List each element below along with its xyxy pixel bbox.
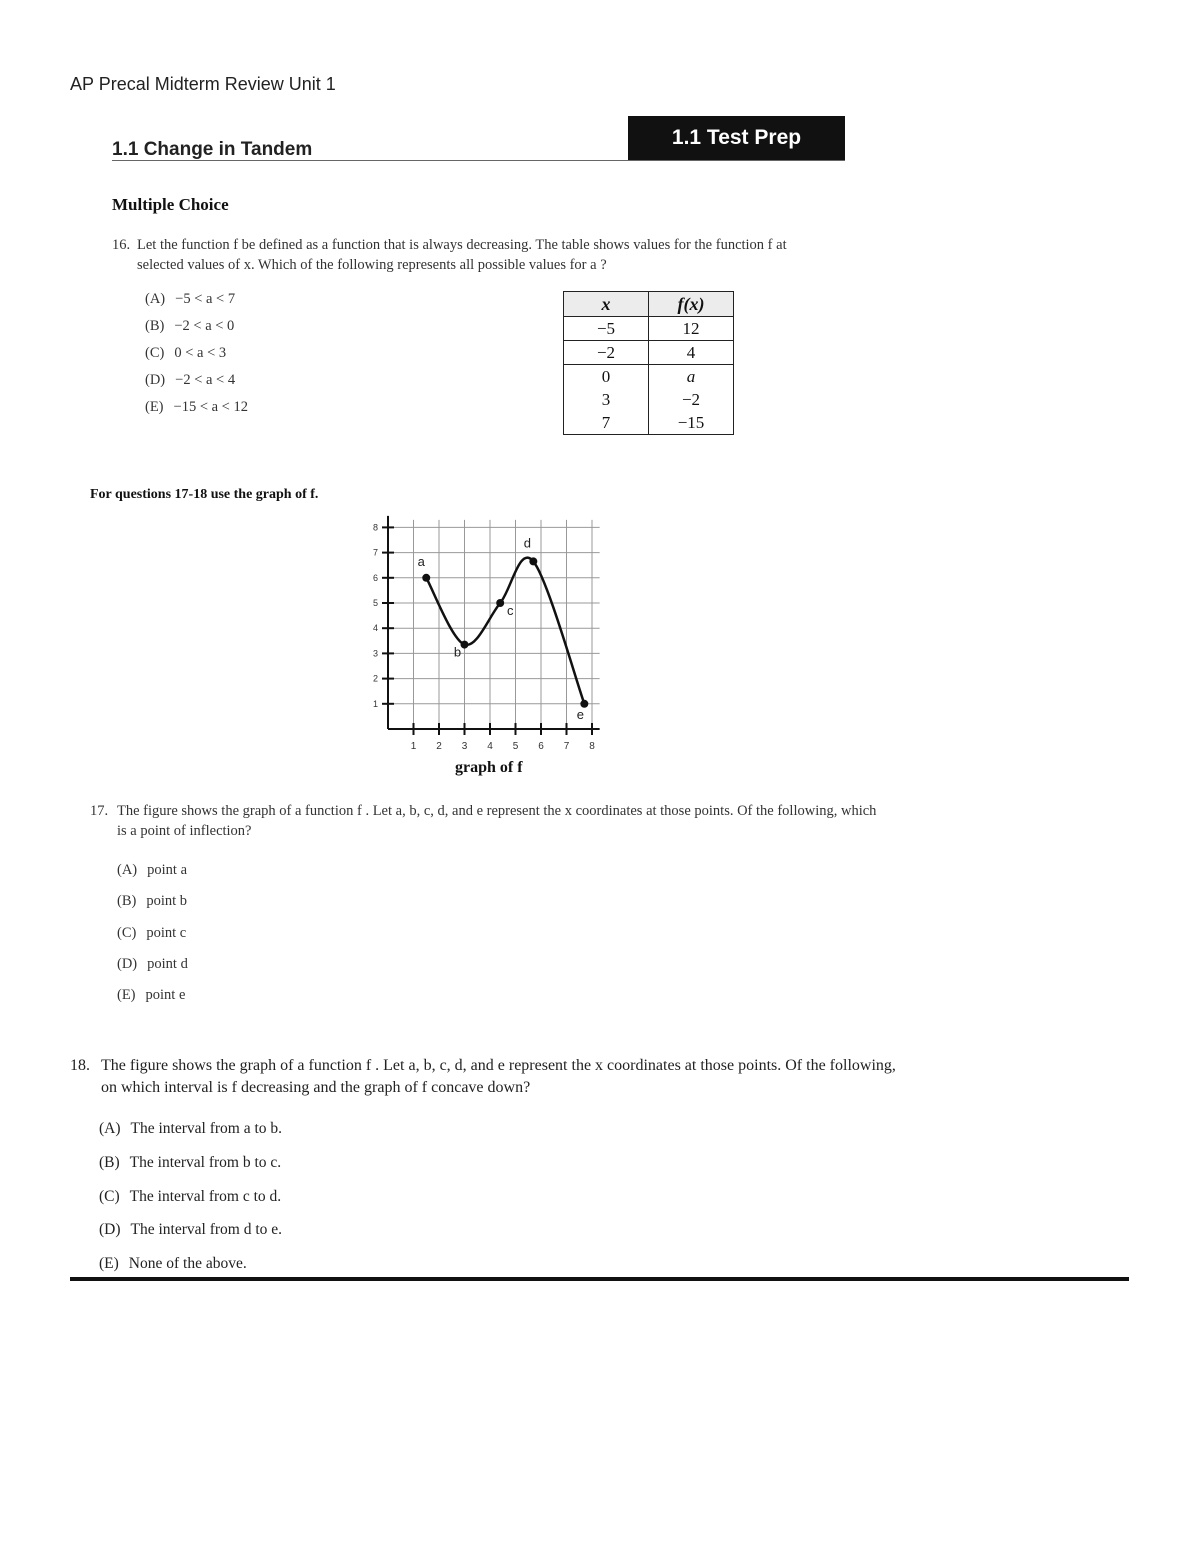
question-17 (90, 801, 890, 843)
question-number: 16. (112, 237, 131, 253)
y-tick-label: 6 (372, 572, 378, 583)
point-c (496, 599, 504, 607)
point-b (461, 641, 469, 649)
q18-option-b[interactable] (99, 1154, 281, 1172)
q18-option-e[interactable] (99, 1255, 247, 1273)
point-label-b: b (453, 644, 462, 660)
q17-option-d[interactable] (117, 956, 188, 973)
question-16 (112, 235, 832, 277)
graph-of-f (360, 512, 640, 757)
table-header-x: x (564, 292, 649, 317)
y-tick-label: 5 (372, 598, 378, 608)
q16-option-d[interactable] (145, 372, 235, 389)
x-tick-label: 7 (563, 741, 570, 752)
question-18 (70, 1055, 920, 1101)
q18-option-a[interactable] (99, 1120, 282, 1138)
table-header-fx: f(x) (649, 292, 734, 317)
q17-option-c[interactable] (117, 925, 186, 942)
question-number: 18. (70, 1057, 90, 1074)
option-label: (D) (145, 372, 166, 388)
point-label-d: d (523, 535, 531, 551)
option-label: (E) (145, 399, 164, 415)
point-label-e: e (576, 706, 584, 722)
option-text: point a (147, 862, 188, 878)
graph-caption: graph of f (455, 759, 523, 776)
point-d (529, 557, 537, 565)
values-table (563, 291, 734, 435)
option-label: (A) (145, 291, 166, 307)
option-text: The interval from c to d. (129, 1188, 282, 1205)
x-tick-label: 2 (436, 741, 442, 752)
option-label: (B) (117, 893, 137, 909)
table-row (564, 388, 734, 411)
option-text: The interval from b to c. (129, 1154, 282, 1171)
table-row (564, 317, 734, 341)
option-label: (E) (99, 1255, 119, 1272)
q16-option-a[interactable] (145, 291, 235, 308)
q18-option-c[interactable] (99, 1188, 281, 1206)
x-tick-label: 1 (410, 741, 417, 752)
y-tick-label: 2 (372, 673, 378, 684)
graph-intro: For questions 17-18 use the graph of f. (90, 487, 319, 502)
option-text: None of the above. (128, 1255, 247, 1272)
y-tick-label: 3 (372, 648, 378, 659)
point-label-a: a (417, 553, 425, 569)
option-label: (B) (145, 318, 165, 334)
table-row (564, 411, 734, 435)
option-label: (C) (117, 925, 137, 941)
bottom-rule (70, 1277, 1129, 1281)
option-text: −2 < a < 4 (175, 372, 236, 388)
multiple-choice-heading: Multiple Choice (112, 195, 229, 214)
table-cell: 12 (649, 317, 734, 341)
option-text: 0 < a < 3 (174, 345, 227, 361)
x-tick-label: 3 (461, 741, 468, 752)
section-rule (112, 160, 845, 161)
table-row (564, 341, 734, 365)
question-text: The figure shows the graph of a function f . Let a, b, c, d, and e represent the x coordinates at those points. Of the following, on which interval is f decreasing and the graph of f concave down? (101, 1057, 896, 1096)
option-text: point e (145, 987, 186, 1003)
option-text: −2 < a < 0 (174, 318, 235, 334)
table-cell: a (649, 365, 734, 389)
q18-option-d[interactable] (99, 1221, 282, 1239)
option-label: (C) (99, 1188, 120, 1205)
option-text: point c (146, 925, 187, 941)
option-text: The interval from a to b. (130, 1120, 283, 1137)
question-text: The figure shows the graph of a function f . Let a, b, c, d, and e represent the x coordinates at those points. Of the following, which is a point of inflection? (117, 803, 877, 839)
x-tick-label: 5 (512, 741, 519, 752)
option-label: (B) (99, 1154, 120, 1171)
option-text: −15 < a < 12 (173, 399, 248, 415)
option-label: (D) (99, 1221, 121, 1238)
option-text: −5 < a < 7 (175, 291, 236, 307)
y-tick-label: 4 (372, 623, 378, 634)
x-tick-label: 8 (589, 741, 595, 752)
option-label: (A) (99, 1120, 121, 1137)
document-title: AP Precal Midterm Review Unit 1 (70, 74, 336, 94)
q16-option-b[interactable] (145, 318, 234, 335)
q17-option-a[interactable] (117, 862, 187, 879)
q17-option-b[interactable] (117, 893, 187, 910)
table-cell: 0 (564, 365, 649, 389)
option-label: (C) (145, 345, 165, 361)
q17-option-e[interactable] (117, 987, 185, 1004)
q16-option-e[interactable] (145, 399, 248, 416)
table-cell: −15 (649, 411, 734, 435)
function-curve (426, 558, 584, 704)
y-tick-label: 7 (372, 547, 378, 558)
q16-option-c[interactable] (145, 345, 226, 362)
option-text: The interval from d to e. (130, 1221, 283, 1238)
test-prep-badge: 1.1 Test Prep (628, 116, 845, 160)
option-label: (D) (117, 956, 138, 972)
point-label-c: c (506, 603, 514, 618)
table-cell: −5 (564, 317, 649, 341)
table-cell: 3 (564, 388, 649, 411)
x-tick-label: 6 (538, 741, 544, 752)
question-number: 17. (90, 803, 109, 819)
option-text: point d (147, 956, 188, 972)
point-a (422, 574, 430, 582)
table-cell: −2 (564, 341, 649, 365)
option-text: point b (146, 893, 188, 909)
table-cell: 7 (564, 411, 649, 435)
table-row (564, 365, 734, 389)
table-cell: 4 (649, 341, 734, 365)
option-label: (A) (117, 862, 138, 878)
question-text: Let the function f be defined as a function that is always decreasing. The table shows values for the function f at selected values of x. Which of the following represents all possible values for a ? (137, 237, 787, 273)
y-tick-label: 1 (372, 698, 378, 709)
option-label: (E) (117, 987, 136, 1003)
x-tick-label: 4 (487, 741, 493, 752)
table-cell: −2 (649, 388, 734, 411)
section-title: 1.1 Change in Tandem (112, 139, 313, 160)
y-tick-label: 8 (372, 522, 378, 533)
